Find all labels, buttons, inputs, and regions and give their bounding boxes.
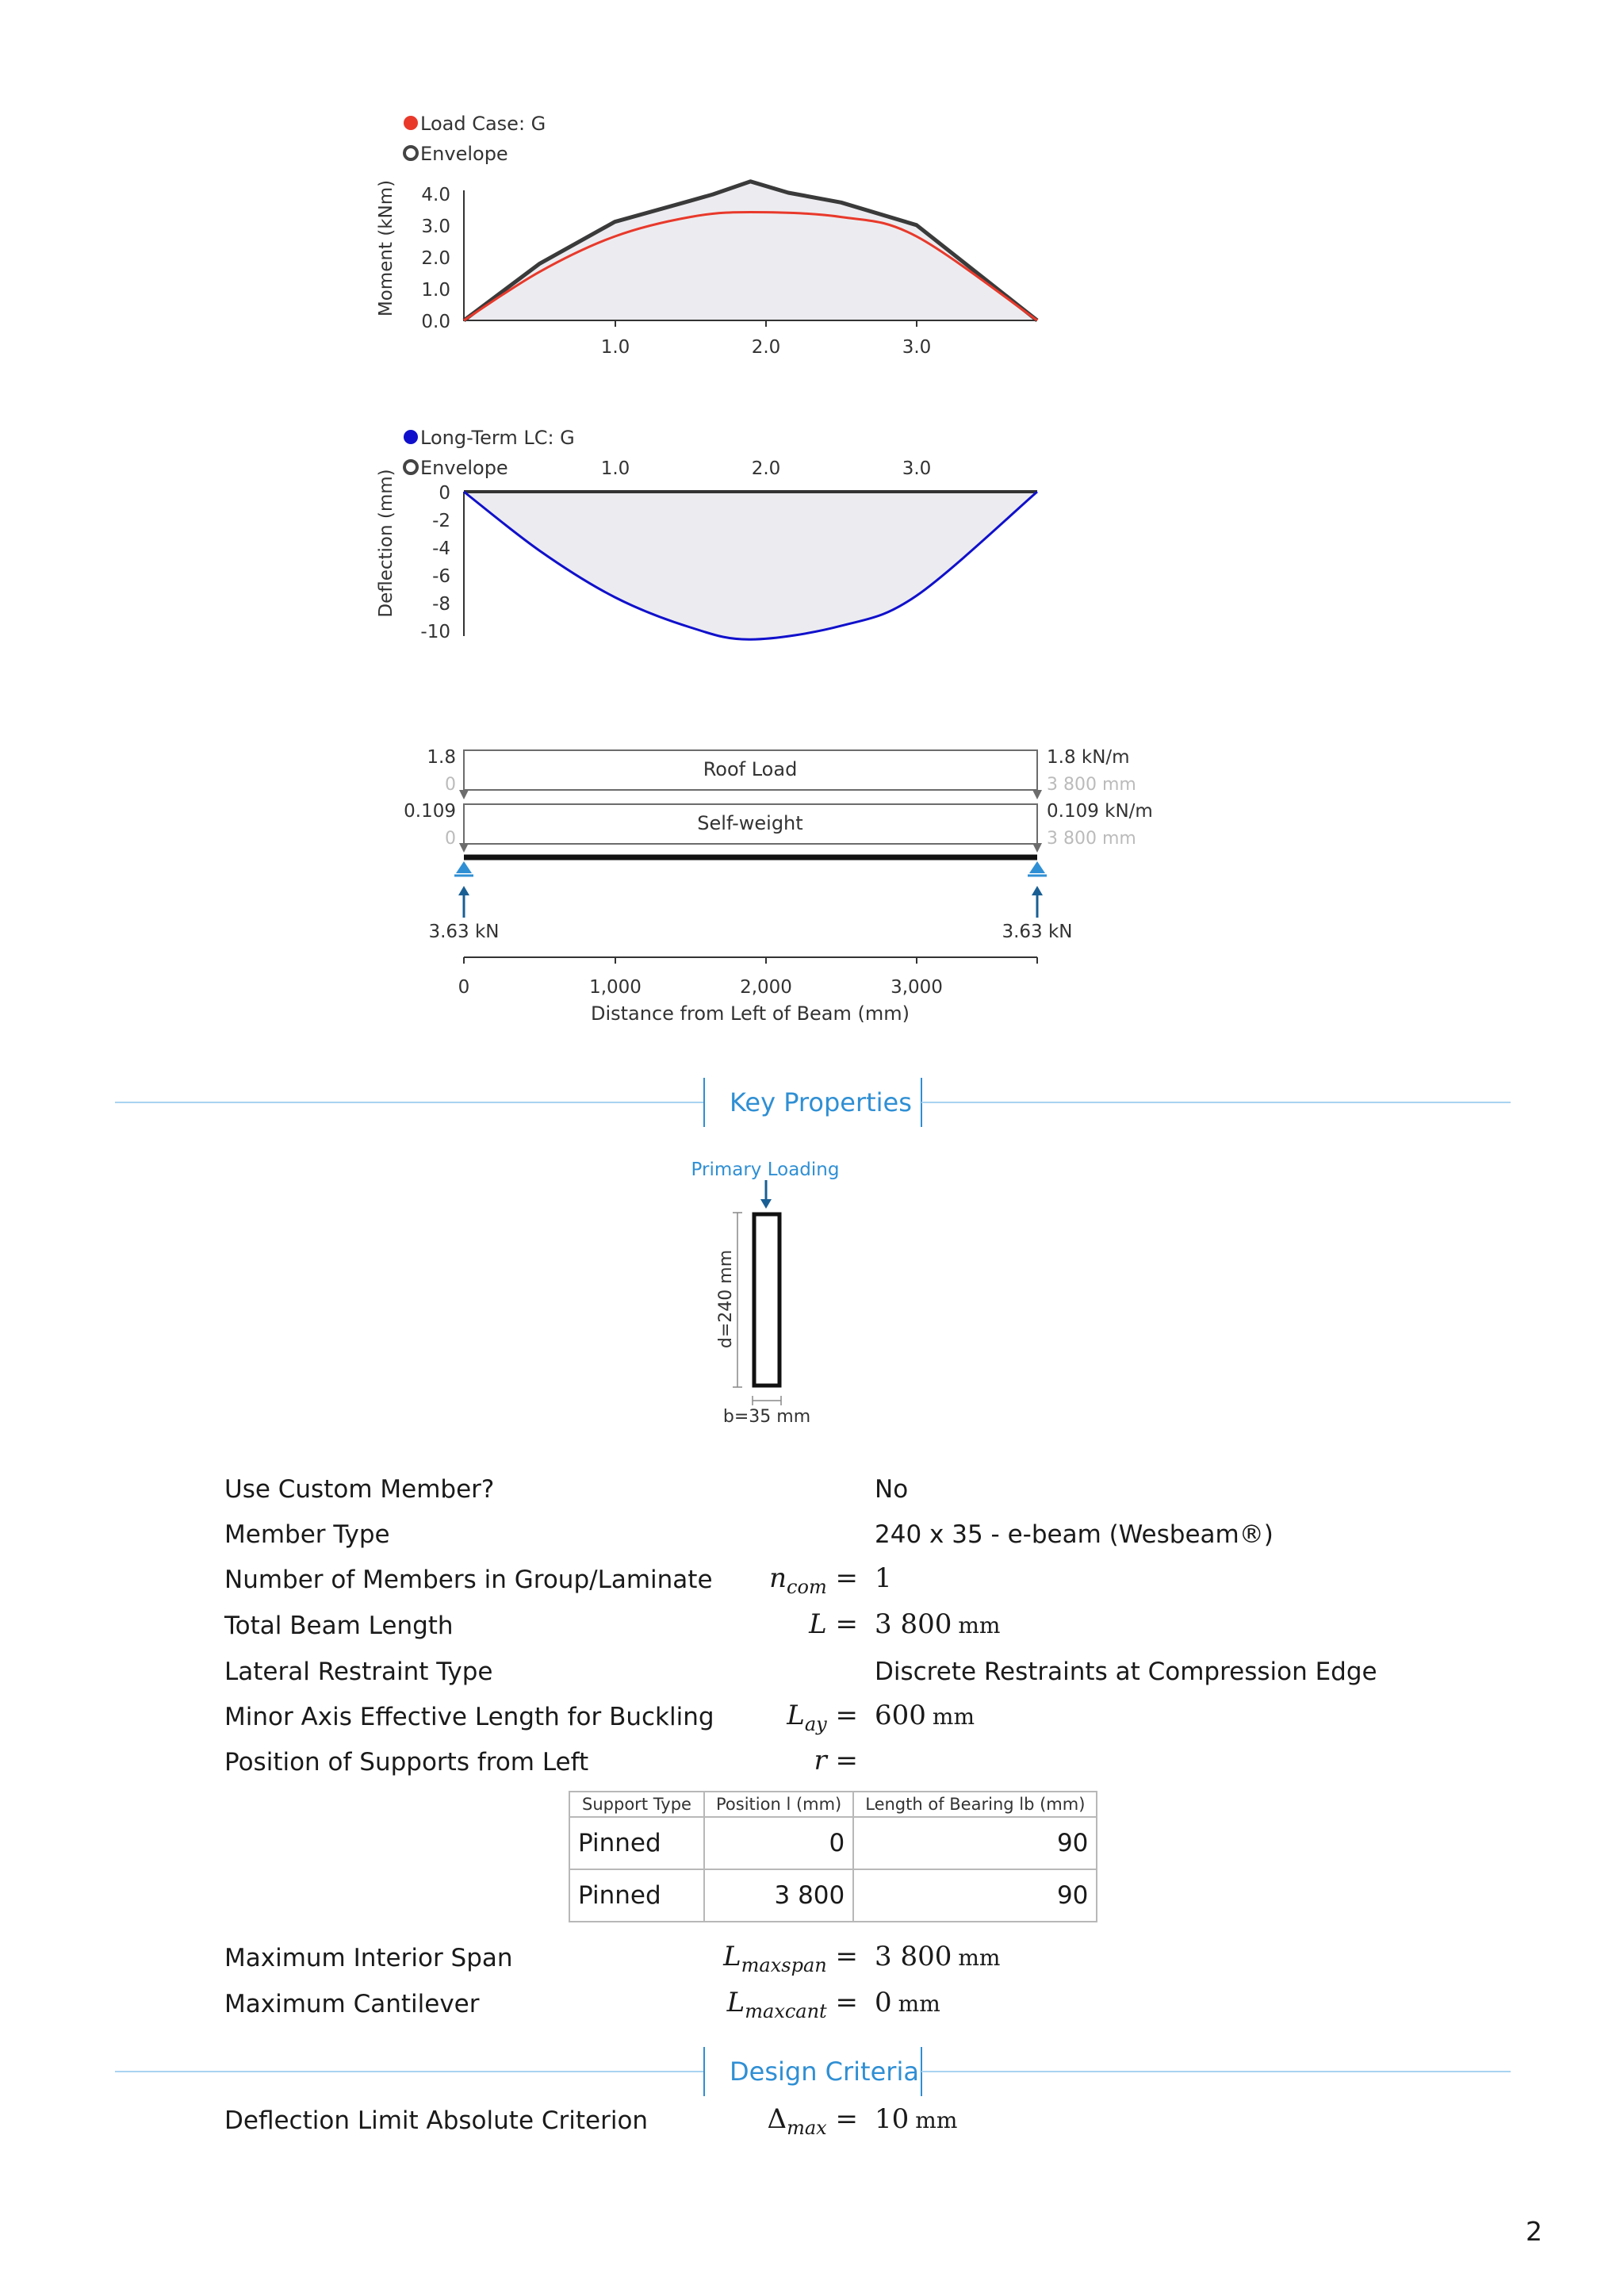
property-label: Minor Axis Effective Length for Buckling [224, 1703, 714, 1731]
deflection-x-tick: 3.0 [902, 458, 932, 479]
deflection-x-tick: 2.0 [751, 458, 781, 479]
beam-section [754, 1214, 779, 1386]
section-divider [921, 2071, 1511, 2072]
moment-y-tick: 4.0 [421, 185, 450, 205]
roof-load-start: 0 [445, 775, 456, 795]
moment-y-tick: 1.0 [421, 280, 450, 301]
property-label: Maximum Interior Span [224, 1944, 513, 1972]
pin-support-left [454, 861, 473, 918]
reaction-left: 3.63 kN [428, 922, 500, 942]
section-divider [703, 2047, 705, 2096]
property-symbol: $n_{com}$ = [769, 1562, 858, 1598]
property-value: 10 mm [875, 2103, 958, 2135]
section-title-key-properties: Key Properties [730, 1087, 912, 1117]
property-label: Position of Supports from Left [224, 1748, 589, 1777]
property-label: Deflection Limit Absolute Criterion [224, 2106, 649, 2135]
moment-chart [0, 0, 1624, 373]
table-cell: 0 [704, 1817, 853, 1869]
table-cell: 3 800 [704, 1869, 853, 1922]
property-value: Discrete Restraints at Compression Edge [875, 1658, 1377, 1686]
property-symbol: $L_{maxcant}$ = [726, 1987, 858, 2022]
table-row [569, 1817, 1097, 1869]
property-value: 3 800 mm [875, 1941, 1001, 1972]
roof-load-end: 3 800 mm [1047, 775, 1136, 795]
depth-label: d=240 mm [716, 1249, 736, 1349]
property-symbol: $L_{maxspan}$ = [723, 1941, 858, 1976]
table-cell: Pinned [569, 1817, 704, 1869]
section-divider [115, 2071, 704, 2072]
cross-section-diagram [650, 1150, 888, 1435]
load-arrow [459, 843, 469, 853]
property-symbol: L = [809, 1608, 858, 1640]
legend-marker-envelope [404, 461, 417, 473]
reaction-right: 3.63 kN [1002, 922, 1073, 942]
self-weight-left-value: 0.109 [404, 801, 456, 822]
property-label: Lateral Restraint Type [224, 1658, 493, 1686]
table-cell: 90 [853, 1817, 1097, 1869]
table-cell: Pinned [569, 1869, 704, 1922]
section-key-properties [115, 1078, 1511, 1127]
self-weight-end: 3 800 mm [1047, 829, 1136, 849]
property-label: Total Beam Length [224, 1612, 454, 1640]
deflection-y-tick: -10 [420, 622, 450, 642]
roof-load-label: Roof Load [703, 758, 798, 780]
load-arrow [1032, 790, 1042, 799]
load-arrow [1032, 843, 1042, 853]
moment-x-tick: 1.0 [600, 337, 630, 358]
moment-x-tick: 3.0 [902, 337, 932, 358]
property-label: Number of Members in Group/Laminate [224, 1566, 713, 1594]
property-value: No [875, 1475, 909, 1504]
deflection-y-tick: -4 [432, 539, 450, 559]
property-value: 600 mm [875, 1700, 975, 1731]
moment-y-axis-label: Moment (kNm) [376, 179, 396, 317]
property-label: Use Custom Member? [224, 1475, 495, 1504]
distance-tick: 3,000 [891, 977, 943, 998]
moment-x-tick: 2.0 [751, 337, 781, 358]
deflection-y-tick: 0 [439, 483, 450, 504]
property-value: 0 mm [875, 1987, 940, 2018]
table-row [569, 1869, 1097, 1922]
deflection-y-tick: -6 [432, 566, 450, 587]
legend-label-envelope: Envelope [420, 143, 508, 165]
legend-marker-envelope [404, 147, 417, 159]
deflection-y-tick: -8 [432, 594, 450, 615]
primary-loading-arrowhead [760, 1199, 772, 1209]
roof-load-left-value: 1.8 [427, 747, 456, 768]
load-diagram [0, 730, 1624, 1031]
legend-marker-long-term [404, 430, 418, 444]
section-divider [115, 1102, 704, 1103]
table-header: Length of Bearing lb (mm) [853, 1792, 1097, 1817]
deflection-y-axis-label: Deflection (mm) [376, 469, 396, 618]
self-weight-start: 0 [445, 829, 456, 849]
roof-load-right-value: 1.8 kN/m [1047, 747, 1130, 768]
deflection-x-tick: 1.0 [600, 458, 630, 479]
deflection-chart [0, 412, 1624, 650]
property-value: 240 x 35 - e-beam (Wesbeam®) [875, 1520, 1274, 1549]
table-header-row [569, 1792, 1097, 1817]
property-symbol: $\Delta_{max}$ = [767, 2103, 858, 2139]
self-weight-label: Self-weight [697, 812, 803, 834]
primary-loading-label: Primary Loading [691, 1159, 840, 1180]
deflection-envelope-area [464, 492, 1037, 639]
moment-y-tick: 2.0 [421, 248, 450, 269]
legend-label-long-term: Long-Term LC: G [420, 427, 575, 449]
load-arrow [459, 790, 469, 799]
distance-axis-label: Distance from Left of Beam (mm) [590, 1002, 910, 1025]
table-cell: 90 [853, 1869, 1097, 1922]
supports-table [569, 1791, 1097, 1922]
property-label: Member Type [224, 1520, 390, 1549]
moment-y-tick: 3.0 [421, 217, 450, 237]
property-label: Maximum Cantilever [224, 1990, 480, 2018]
section-divider [921, 1102, 1511, 1103]
self-weight-right-value: 0.109 kN/m [1047, 801, 1153, 822]
legend-label-load-case: Load Case: G [420, 113, 546, 135]
table-header: Position l (mm) [704, 1792, 853, 1817]
property-value: 3 800 mm [875, 1608, 1001, 1640]
width-label: b=35 mm [722, 1407, 811, 1427]
distance-tick: 1,000 [589, 977, 642, 998]
distance-tick: 0 [458, 977, 470, 998]
property-value: 1 [875, 1562, 892, 1594]
legend-label-envelope: Envelope [420, 457, 508, 479]
legend-marker-load-case [404, 116, 418, 130]
section-divider [703, 1078, 705, 1127]
property-symbol: $L_{ay}$ = [787, 1700, 858, 1735]
distance-tick: 2,000 [740, 977, 792, 998]
deflection-y-tick: -2 [432, 511, 450, 531]
section-title-design-criteria: Design Criteria [730, 2056, 919, 2087]
moment-y-tick: 0.0 [421, 312, 450, 332]
table-header: Support Type [569, 1792, 704, 1817]
section-design-criteria [115, 2047, 1511, 2096]
pin-support-right [1028, 861, 1047, 918]
page-number: 2 [1526, 2216, 1542, 2247]
property-symbol: r = [814, 1745, 858, 1777]
